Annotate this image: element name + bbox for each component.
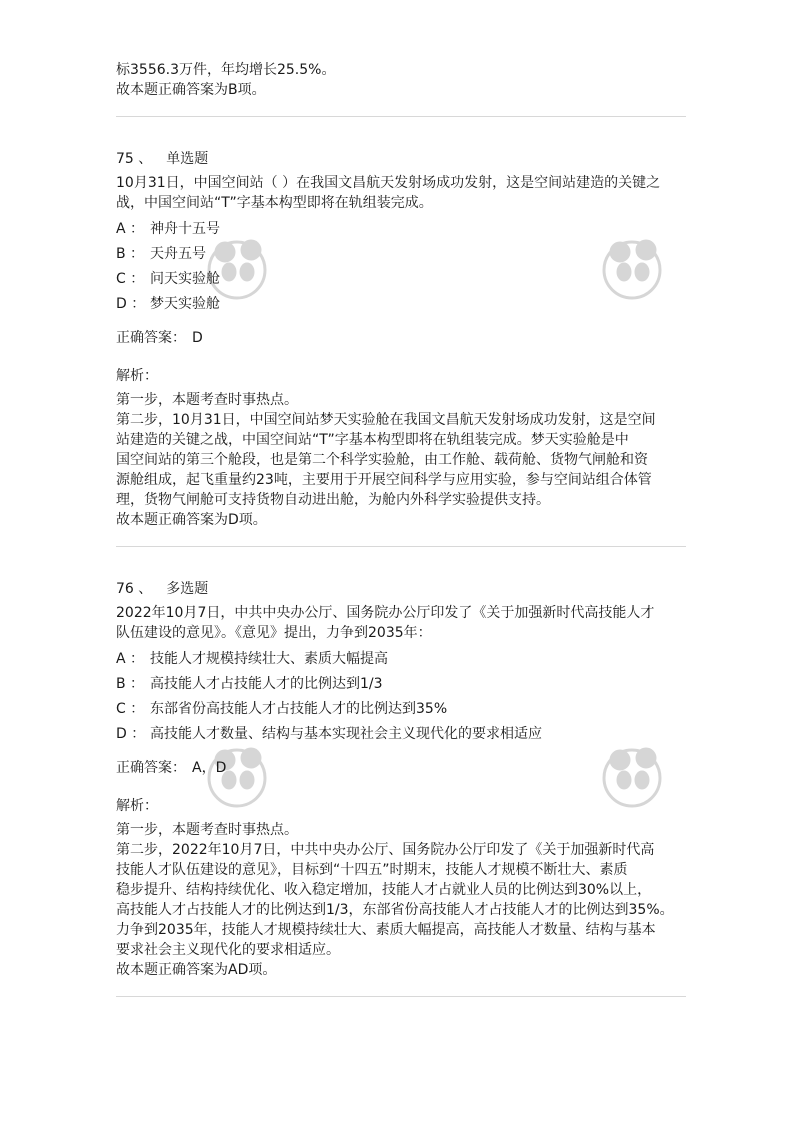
divider [116,546,686,547]
question-type: 多选题 [166,581,209,597]
analysis-text [116,390,686,530]
question-75 [116,149,686,530]
analysis-line: 故本题正确答案为AD项。 [116,962,277,978]
answer-label: 正确答案： [116,760,186,776]
analysis-line: 第二步，10月31日，中国空间站梦天实验舱在我国文昌航天发射场成功发射，这是空间 [116,412,656,428]
option-text: 东部省份高技能人才占技能人才的比例达到35% [150,701,448,717]
analysis-line: 故本题正确答案为D项。 [116,512,267,528]
divider [116,996,686,997]
option-c [116,269,686,289]
option-b [116,674,686,694]
option-label: D ： [116,726,146,742]
analysis-line: 理，货物气闸舱可支持货物自动进出舱，为舱内外科学实验提供支持。 [116,492,550,508]
text-line: 标3556.3万件，年均增长25.5%。 [116,62,336,78]
option-d [116,294,686,314]
option-label: A ： [116,221,145,237]
option-text: 梦天实验舱 [150,296,220,312]
stem-line: 2022年10月7日，中共中央办公厅、国务院办公厅印发了《关于加强新时代高技能人才 [116,605,655,621]
analysis-line: 第二步，2022年10月7日，中共中央办公厅、国务院办公厅印发了《关于加强新时代高 [116,842,655,858]
text-line: 故本题正确答案为B项。 [116,82,266,98]
analysis-line: 稳步提升、结构持续优化、收入稳定增加，技能人才占就业人员的比例达到30%以上， [116,882,652,898]
answer-value: A，D [192,760,227,776]
question-stem [116,603,686,643]
question-header [116,149,686,169]
option-label: B ： [116,676,145,692]
analysis-label: 解析： [116,368,158,384]
analysis-line: 源舱组成，起飞重量约23吨，主要用于开展空间科学与应用实验，参与空间站组合体管 [116,472,652,488]
option-text: 问天实验舱 [150,271,220,287]
option-label: D ： [116,296,146,312]
option-text: 高技能人才占技能人才的比例达到1/3 [150,676,383,692]
option-label: C ： [116,271,145,287]
option-list [116,649,686,744]
question-number: 76 、 [116,581,153,597]
option-label: A ： [116,651,145,667]
question-76 [116,579,686,980]
analysis-text [116,820,686,980]
option-b [116,244,686,264]
stem-line: 战，中国空间站“T”字基本构型即将在轨组装完成。 [116,195,433,211]
option-text: 神舟十五号 [150,221,220,237]
stem-line: 队伍建设的意见》。《意见》提出，力争到2035年： [116,625,432,641]
option-a [116,649,686,669]
analysis-line: 第一步，本题考查时事热点。 [116,392,298,408]
answer-value: D [192,330,203,346]
analysis-line: 要求社会主义现代化的要求相适应。 [116,942,340,958]
analysis-line: 高技能人才占技能人才的比例达到1/3，东部省份高技能人才占技能人才的比例达到35%。 [116,902,674,918]
analysis-line: 站建造的关键之战，中国空间站“T”字基本构型即将在轨组装完成。梦天实验舱是中 [116,432,629,448]
analysis-label: 解析： [116,798,158,814]
answer-label: 正确答案： [116,330,186,346]
analysis-line: 力争到2035年，技能人才规模持续壮大、素质大幅提高，高技能人才数量、结构与基本 [116,922,656,938]
correct-answer [116,328,686,348]
analysis-line: 国空间站的第三个舱段，也是第二个科学实验舱，由工作舱、载荷舱、货物气闸舱和资 [116,452,648,468]
question-type: 单选题 [166,151,209,167]
option-text: 天舟五号 [150,246,206,262]
correct-answer [116,758,686,778]
option-label: B ： [116,246,145,262]
option-text: 高技能人才数量、结构与基本实现社会主义现代化的要求相适应 [150,726,542,742]
option-c [116,699,686,719]
option-list [116,219,686,314]
option-text: 技能人才规模持续壮大、素质大幅提高 [150,651,388,667]
option-d [116,724,686,744]
divider [116,116,686,117]
stem-line: 10月31日，中国空间站（ ）在我国文昌航天发射场成功发射，这是空间站建造的关键之 [116,175,661,191]
question-stem [116,173,686,213]
analysis-line: 技能人才队伍建设的意见》，目标到“十四五”时期末，技能人才规模不断壮大、素质 [116,862,628,878]
question-number: 75 、 [116,151,153,167]
question-header [116,579,686,599]
option-a [116,219,686,239]
previous-question-tail [116,60,686,100]
option-label: C ： [116,701,145,717]
analysis-line: 第一步，本题考查时事热点。 [116,822,298,838]
document-page [116,60,686,997]
